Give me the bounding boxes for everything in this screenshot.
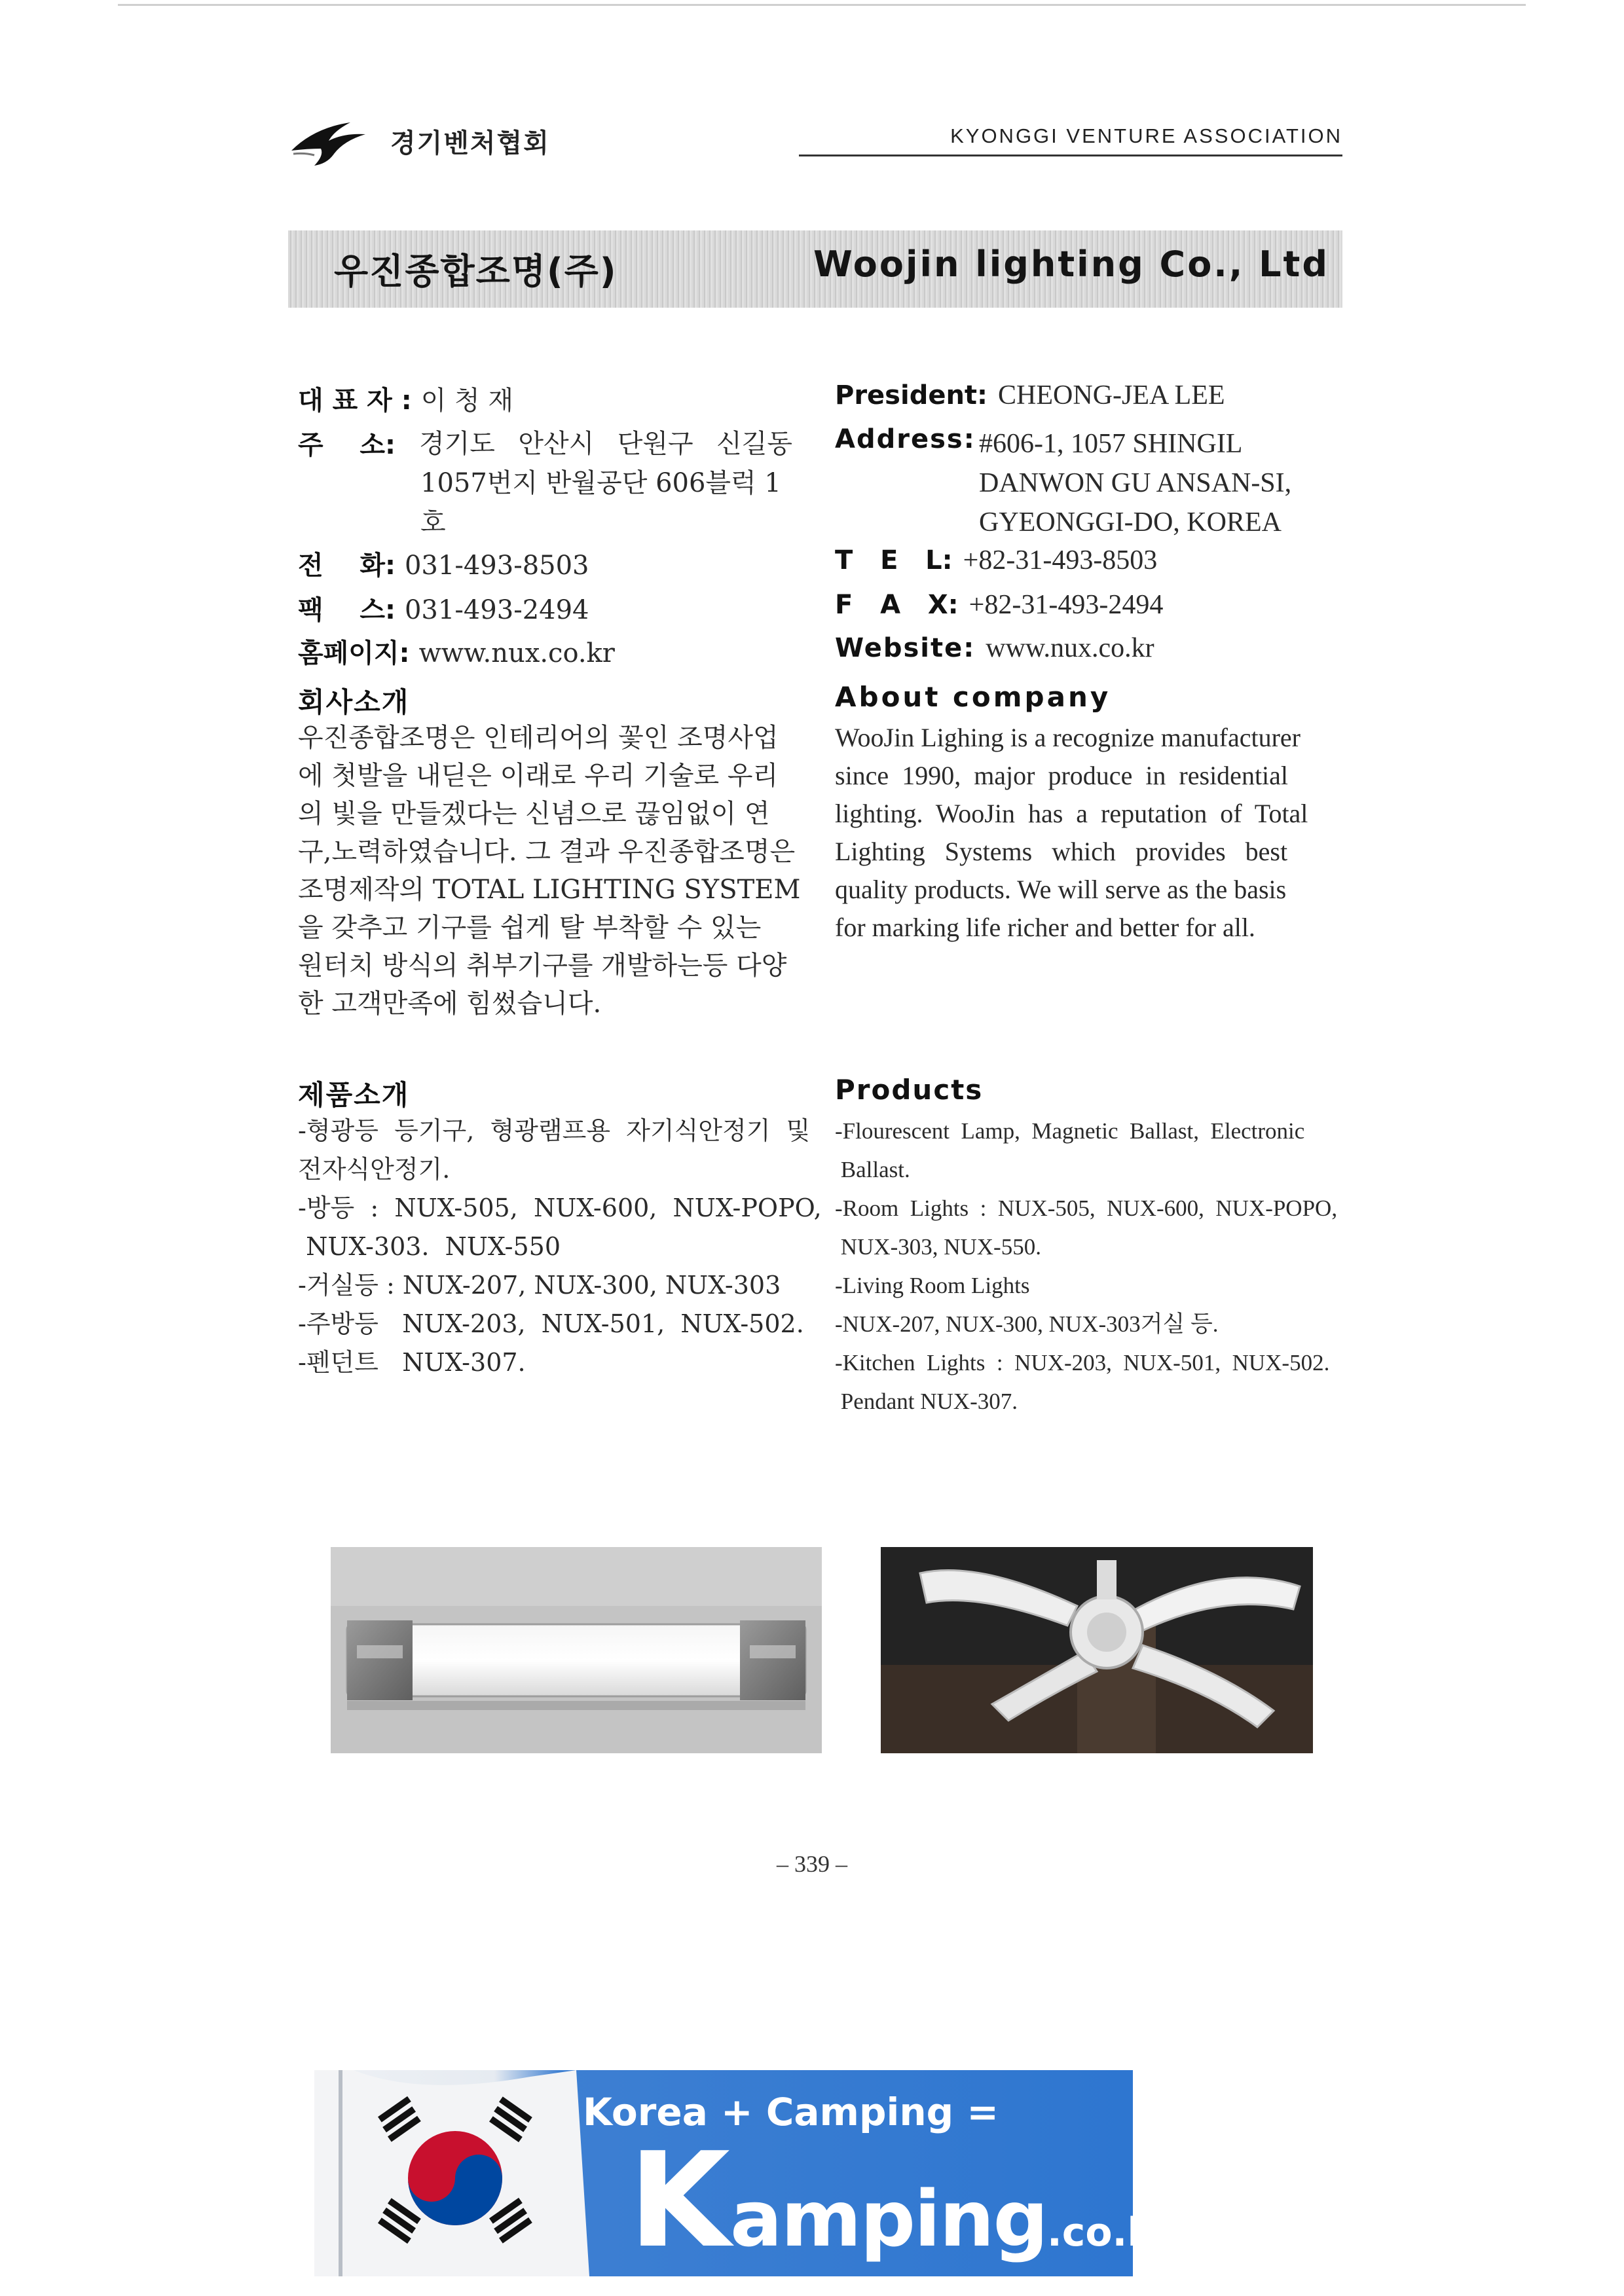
en-fax-label: F A X: <box>835 590 959 620</box>
en-address-line: DANWON GU ANSAN-SI, <box>979 468 1292 498</box>
ko-president-label: 대 표 자 : <box>298 386 412 416</box>
banner-brand-initial: K <box>629 2124 730 2277</box>
en-address-line: GYEONGGI-DO, KOREA <box>979 507 1282 538</box>
en-website-row <box>835 632 1154 664</box>
ko-about-line: 우진종합조명은 인테리어의 꽃인 조명사업 <box>298 723 779 753</box>
en-president-label: President: <box>835 380 988 410</box>
en-about-line: lighting. WooJin has a reputation of Total <box>835 799 1308 828</box>
en-product-item: -Kitchen Lights : NUX-203, NUX-501, NUX-502. <box>835 1350 1330 1376</box>
en-address-line: #606-1, 1057 SHINGIL <box>979 429 1243 459</box>
top-border-line <box>118 4 1526 6</box>
ko-product-item: -주방등 NUX-203, NUX-501, NUX-502. <box>298 1309 804 1338</box>
en-about-line: WooJin Lighing is a recognize manufacturer <box>835 723 1301 752</box>
ko-product-item: -펜던트 NUX-307. <box>298 1348 526 1377</box>
ko-about-line: 원터치 방식의 취부기구를 개발하는등 다양 <box>298 951 787 981</box>
ko-homepage-value: www.nux.co.kr <box>418 638 615 668</box>
en-about-line: since 1990, major produce in residential <box>835 761 1289 790</box>
en-about-text <box>835 719 1339 947</box>
en-product-item: -NUX-207, NUX-300, NUX-303거실 등. <box>835 1311 1219 1337</box>
en-product-item: NUX-303, NUX-550. <box>835 1234 1041 1260</box>
ko-tel-value: 031-493-8503 <box>404 551 589 581</box>
en-address-value <box>979 424 1291 542</box>
ko-fax-value: 031-493-2494 <box>404 595 589 625</box>
ko-homepage-row <box>298 632 615 670</box>
en-about-line: for marking life richer and better for all. <box>835 913 1255 942</box>
wall-light-image <box>331 1547 822 1753</box>
en-product-item: -Living Room Lights <box>835 1273 1030 1298</box>
ko-about-line: 구,노력하였습니다. 그 결과 우진종합조명은 <box>298 837 796 867</box>
ko-fax-row <box>298 589 589 627</box>
association-name: KYONGGI VENTURE ASSOCIATION <box>950 124 1342 147</box>
ko-president-value: 이 청 재 <box>420 386 514 416</box>
en-tel-value: +82-31-493-8503 <box>963 545 1158 575</box>
ko-about-line: 에 첫발을 내딛은 이래로 우리 기술로 우리 <box>298 761 779 791</box>
ko-product-item: -방등 : NUX-505, NUX-600, NUX-POPO, <box>298 1194 822 1222</box>
en-tel-label: T E L: <box>835 545 953 575</box>
ko-product-item: -형광등 등기구, 형광램프용 자기식안정기 및 <box>298 1116 811 1145</box>
header-rule <box>799 155 1342 156</box>
ko-products-heading: 제품소개 <box>298 1079 410 1111</box>
ko-tel-row <box>298 545 589 582</box>
ko-about-line: 의 빛을 만들겠다는 신념으로 끊임없이 연 <box>298 799 770 829</box>
ko-about-heading: 회사소개 <box>298 686 410 718</box>
ceiling-light-product-photo <box>881 1547 1313 1753</box>
banner-brand <box>629 2124 1173 2277</box>
en-products-heading: Products <box>835 1074 984 1106</box>
en-products-list <box>835 1112 1346 1421</box>
ko-fax-label: 팩 스: <box>298 595 396 625</box>
ko-tel-label: 전 화: <box>298 551 396 581</box>
logo-text: 경기벤처협회 <box>390 128 550 158</box>
en-website-label: Website: <box>835 633 976 663</box>
company-name-korean: 우진종합조명(주) <box>334 251 618 292</box>
wall-light-product-photo <box>331 1547 822 1753</box>
ko-president-row <box>298 380 513 417</box>
banner-brand-suffix: .co.kr <box>1046 2210 1173 2255</box>
en-about-heading: About company <box>835 681 1111 713</box>
en-about-line: Lighting Systems which provides best <box>835 837 1288 866</box>
swallow-logo-icon <box>288 115 380 167</box>
ko-address-label: 주 소: <box>298 430 396 460</box>
en-website-value: www.nux.co.kr <box>986 633 1154 663</box>
en-product-item: -Room Lights : NUX-505, NUX-600, NUX-POPO, <box>835 1195 1338 1221</box>
ko-address-value <box>419 424 792 542</box>
en-address-row <box>835 424 976 454</box>
ko-product-item: 전자식안정기. <box>298 1155 451 1184</box>
association-logo <box>288 111 550 170</box>
ko-homepage-label: 홈페이지: <box>298 638 410 668</box>
ko-product-item: -거실등 : NUX-207, NUX-300, NUX-303 <box>298 1271 781 1300</box>
ko-about-line: 한 고객만족에 힘썼습니다. <box>298 989 602 1019</box>
en-product-item: Pendant NUX-307. <box>835 1389 1018 1414</box>
ko-about-line: 을 갖추고 기구를 쉽게 탈 부착할 수 있는 <box>298 913 762 943</box>
ko-address-line: 경기도 안산시 단원구 신길동 <box>419 429 792 459</box>
en-fax-row <box>835 589 1163 621</box>
en-address-label: Address: <box>835 424 976 454</box>
en-tel-row <box>835 545 1157 576</box>
banner-slogan: Korea + Camping = <box>583 2090 999 2134</box>
ko-products-list <box>298 1112 822 1382</box>
ko-about-text <box>298 719 802 1023</box>
ko-address-row <box>298 424 396 462</box>
en-product-item: -Flourescent Lamp, Magnetic Ballast, Electronic <box>835 1118 1305 1144</box>
ko-product-item: NUX-303. NUX-550 <box>298 1232 561 1261</box>
en-president-value: CHEONG-JEA LEE <box>998 380 1225 410</box>
page-number: – 339 – <box>777 1851 847 1877</box>
company-name-english: Woojin lighting Co., Ltd <box>813 244 1329 285</box>
en-fax-value: +82-31-493-2494 <box>969 590 1164 620</box>
en-about-line: quality products. We will serve as the basis <box>835 875 1287 904</box>
ko-about-line: 조명제작의 TOTAL LIGHTING SYSTEM <box>298 875 801 905</box>
en-product-item: Ballast. <box>835 1157 910 1182</box>
en-president-row <box>835 380 1225 411</box>
banner-brand-rest: amping <box>729 2174 1047 2264</box>
ko-address-line: 1057번지 반월공단 606블럭 1호 <box>420 468 781 538</box>
ceiling-light-image <box>881 1547 1313 1753</box>
